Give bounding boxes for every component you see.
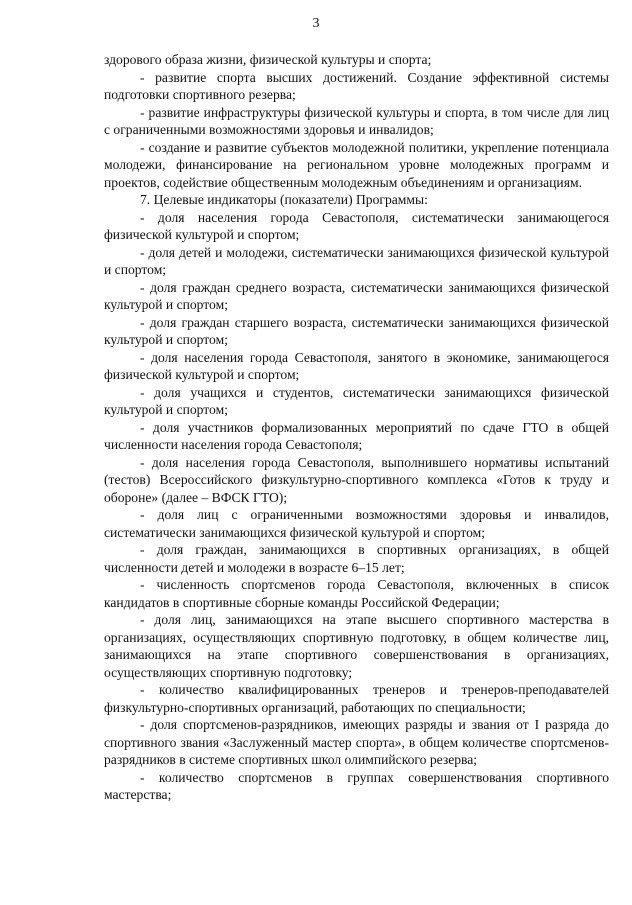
list-item: - развитие инфраструктуры физической культуры и спорта, в том числе для лиц с ограниченными возможностями здоровья и инвалидов; [104,104,609,137]
list-item: - развитие спорта высших достижений. Создание эффективной системы подготовки спортивного резерва; [104,69,609,102]
section-heading: 7. Целевые индикаторы (показатели) Программы: [140,192,428,207]
document-body [104,51,609,804]
list-item: - доля граждан старшего возраста, систематически занимающихся физической культурой и спортом; [104,314,609,347]
page-number: 3 [312,16,320,31]
list-item: - создание и развитие субъектов молодежной политики, укрепление потенциала молодежи, финансирование на региональном уровне молодежных программ и проектов, содействие общественным молодежным объединениям и организациям. [104,139,609,190]
list-item: - доля лиц, занимающихся на этапе высшего спортивного мастерства в организациях, осуществляющих спортивную подготовку, в общем количестве лиц, занимающихся на этапе спортивного совершенствования в организациях, осуществляющих спортивную подготовку; [104,612,609,680]
list-item: - доля лиц с ограниченными возможностями здоровья и инвалидов, систематически занимающихся физической культурой и спортом; [104,507,609,540]
list-item: - доля спортсменов-разрядников, имеющих разряды и звания от I разряда до спортивного звания «Заслуженный мастер спорта», в общем количестве спортсменов-разрядников в системе спортивных школ олимпийского резерва; [104,717,609,767]
list-item: - доля детей и молодежи, систематически занимающихся физической культурой и спортом; [104,244,609,277]
list-item: - численность спортсменов города Севастополя, включенных в список кандидатов в спортивные сборные команды Российской Федерации; [104,577,609,610]
list-item: - доля учащихся и студентов, систематически занимающихся физической культурой и спортом; [104,384,609,417]
list-item: - количество квалифицированных тренеров и тренеров-преподавателей физкультурно-спортивных организаций, работающих по специальности; [104,682,609,715]
list-item: - доля граждан, занимающихся в спортивных организациях, в общей численности детей и молодежи в возрасте 6–15 лет; [104,542,609,575]
list-item: - доля населения города Севастополя, выполнившего нормативы испытаний (тестов) Всероссийского физкультурно-спортивного комплекса «Готов к труду и обороне» (далее – ВФСК ГТО); [104,454,609,505]
list-item: - количество спортсменов в группах совершенствования спортивного мастерства; [104,769,609,802]
list-item: - доля населения города Севастополя, занятого в экономике, занимающегося физической культурой и спортом; [104,349,609,382]
paragraph: здорового образа жизни, физической культуры и спорта; [104,52,432,67]
list-item: - доля граждан среднего возраста, систематически занимающихся физической культурой и спортом; [104,279,609,312]
list-item: - доля населения города Севастополя, систематически занимающегося физической культурой и спортом; [104,209,609,242]
list-item: - доля участников формализованных мероприятий по сдаче ГТО в общей численности населения города Севастополя; [104,419,609,452]
